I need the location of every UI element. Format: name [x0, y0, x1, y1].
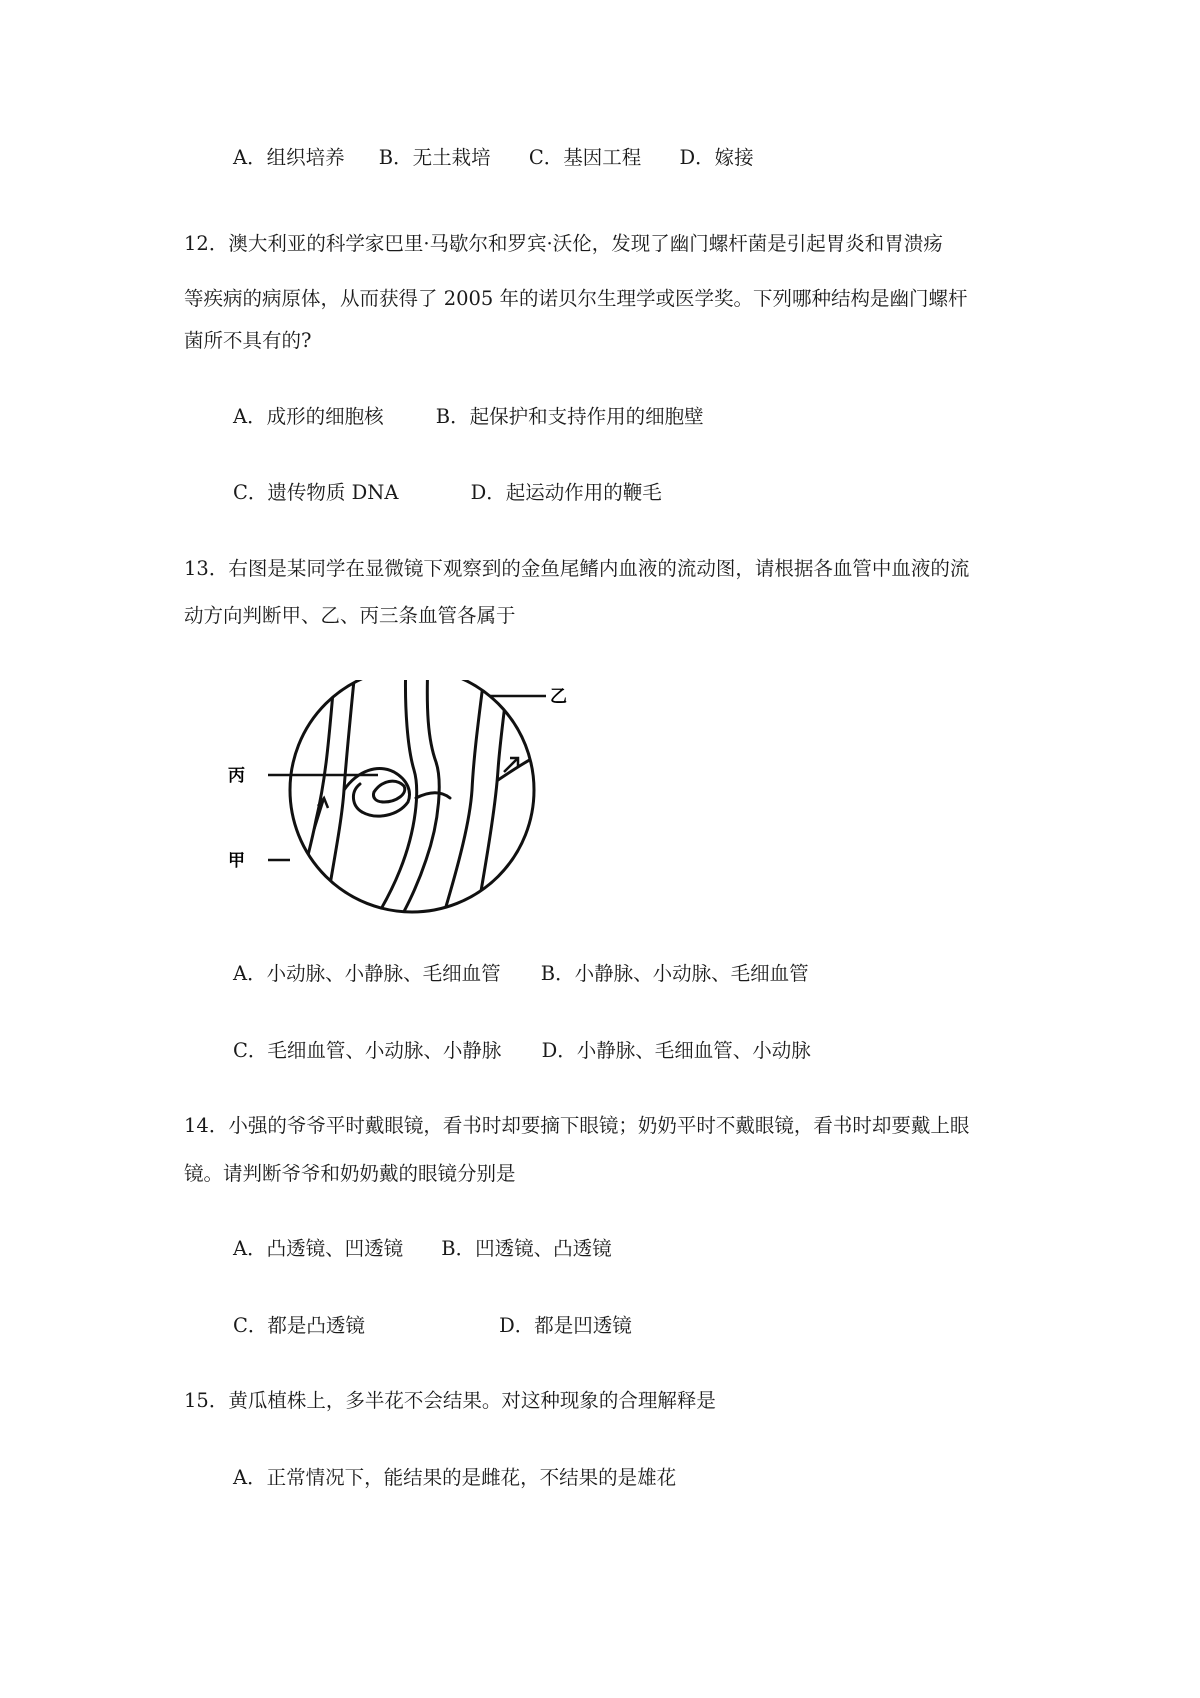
- q14-options-row-1: [233, 1237, 612, 1261]
- q12-option-a: A．成形的细胞核: [233, 405, 384, 428]
- blood-flow-figure: [228, 680, 568, 920]
- q14-option-d: D．都是凹透镜: [499, 1314, 632, 1337]
- q13-stem-line-1: 13．右图是某同学在显微镜下观察到的金鱼尾鳍内血液的流动图，请根据各血管中血液的流: [184, 557, 970, 580]
- q14-stem-line-2: 镜。请判断爷爷和奶奶戴的眼镜分别是: [184, 1162, 516, 1185]
- blood-flow-diagram: [228, 680, 568, 920]
- q11-option-b: B．无土栽培: [378, 146, 491, 169]
- q13-option-a: A．小动脉、小静脉、毛细血管: [233, 962, 501, 985]
- q13-option-d: D．小静脉、毛细血管、小动脉: [541, 1039, 811, 1062]
- q15-stem-line-1: 15．黄瓜植株上，多半花不会结果。对这种现象的合理解释是: [184, 1389, 716, 1412]
- q11-option-d: D．嫁接: [679, 146, 754, 169]
- q15-option-a: A．正常情况下，能结果的是雌花，不结果的是雄花: [233, 1466, 677, 1489]
- q13-option-b: B．小静脉、小动脉、毛细血管: [540, 962, 809, 985]
- q14-option-b: B．凹透镜、凸透镜: [441, 1237, 612, 1260]
- q12-options-row-1: [233, 405, 704, 429]
- q13-option-c: C．毛细血管、小动脉、小静脉: [233, 1039, 502, 1062]
- q13-options-row-1: [233, 962, 809, 986]
- q14-options-row-2: [233, 1314, 632, 1338]
- q12-option-d: D．起运动作用的鞭毛: [470, 481, 662, 504]
- q12-stem-line-1: 12．澳大利亚的科学家巴里·马歇尔和罗宾·沃伦，发现了幽门螺杆菌是引起胃炎和胃溃疡: [184, 232, 943, 255]
- q11-options: [233, 146, 754, 170]
- q11-option-c: C．基因工程: [528, 146, 642, 169]
- q11-option-a: A．组织培养: [233, 146, 345, 169]
- microscope-field-circle: [290, 680, 534, 912]
- q12-options-row-2: [233, 481, 662, 505]
- q13-options-row-2: [233, 1039, 811, 1063]
- q13-stem-line-2: 动方向判断甲、乙、丙三条血管各属于: [184, 604, 516, 627]
- q14-stem-line-1: 14．小强的爷爷平时戴眼镜，看书时却要摘下眼镜；奶奶平时不戴眼镜，看书时却要戴上眼: [184, 1114, 970, 1137]
- label-yi: 乙: [550, 687, 567, 707]
- q14-option-a: A．凸透镜、凹透镜: [233, 1237, 404, 1260]
- label-jia: 甲: [228, 851, 245, 871]
- label-bing: 丙: [228, 766, 245, 786]
- q12-stem-line-2: 等疾病的病原体，从而获得了 2005 年的诺贝尔生理学或医学奖。下列哪种结构是幽门螺杆: [184, 287, 968, 310]
- q12-option-c: C．遗传物质 DNA: [233, 481, 399, 504]
- q12-option-b: B．起保护和支持作用的细胞壁: [435, 405, 704, 428]
- q14-option-c: C．都是凸透镜: [233, 1314, 365, 1337]
- q12-stem-line-3: 菌所不具有的?: [184, 329, 312, 352]
